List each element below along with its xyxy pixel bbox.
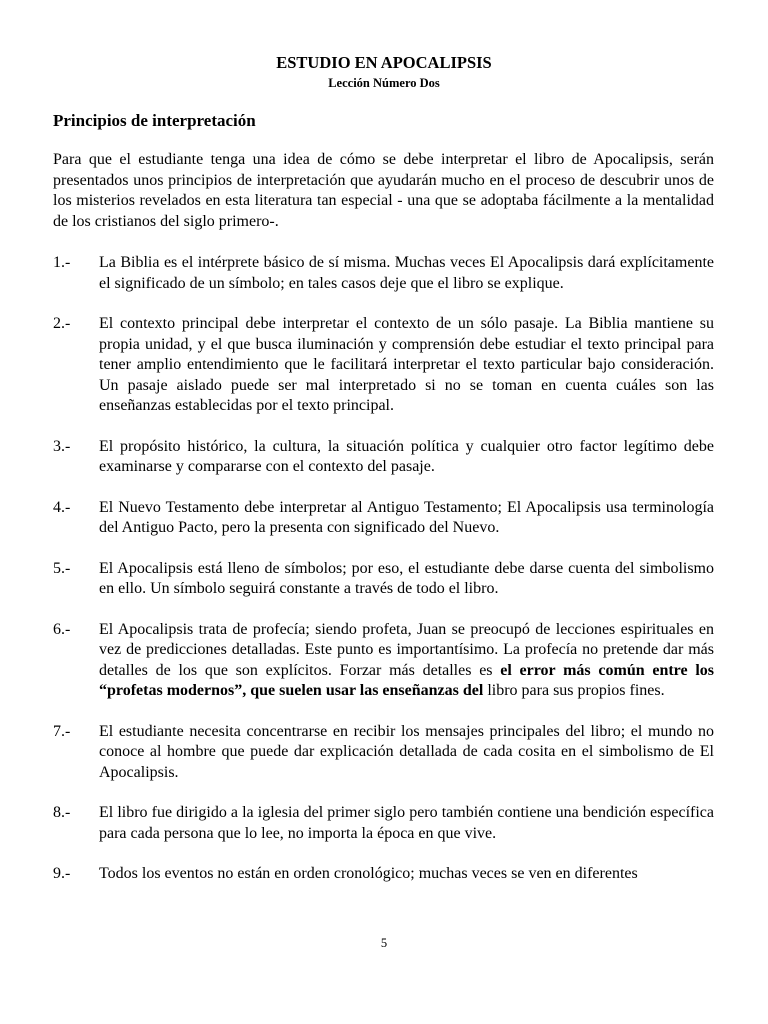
item-number: 4.- [53,498,71,516]
item-number: 7.- [53,722,71,740]
item-text: El Apocalipsis está lleno de símbolos; por eso, el estudiante debe darse cuenta del simbolismo en ello. Un símbolo seguirá constante a través de todo el libro. [99,559,714,597]
item-text-continuation: libro para sus propios fines. [483,682,665,699]
item-text: El Apocalipsis trata de profecía; siendo profeta, Juan se preocupó de lecciones espirituales en vez de predicciones detalladas. Este punto es importantísimo. La profecía no pretende dar más detalles de los que son explícitos. Forzar más detalles es [99,620,714,679]
document-title: ESTUDIO EN APOCALIPSIS [276,53,492,72]
item-text: El estudiante necesita concentrarse en recibir los mensajes principales del libro; el mundo no conoce al hombre que puede dar explicación detallada de cada cosita en el simbolismo de El Apocalipsis. [99,722,714,781]
item-text: Todos los eventos no están en orden cronológico; muchas veces se ven en diferentes [99,865,638,882]
list-item [53,803,714,844]
item-text: El contexto principal debe interpretar el contexto de un sólo pasaje. La Biblia mantiene su propia unidad, y el que busca iluminación y comprensión debe estudiar el texto principal para tener amplio entendimiento que le facilitará interpretar el texto particular bajo consideración. Un pasaje aislado puede ser mal interpretado si no se toman en cuenta cuáles son las enseñanzas establecidas por el texto principal. [99,315,714,414]
item-text: La Biblia es el intérprete básico de sí misma. Muchas veces El Apocalipsis dará explícitamente el significado de un símbolo; en tales casos deje que el libro se explique. [99,254,714,292]
item-text: El Nuevo Testamento debe interpretar al Antiguo Testamento; El Apocalipsis usa terminología del Antiguo Pacto, pero la presenta con significado del Nuevo. [99,498,714,536]
list-item [53,437,714,478]
list-item [53,253,714,294]
item-number: 2.- [53,315,71,332]
item-number: 1.- [53,254,71,271]
list-item [53,864,714,885]
item-number: 3.- [53,437,71,455]
item-text-container [99,620,714,702]
document-subtitle: Lección Número Dos [328,76,440,90]
list-item [53,722,714,784]
list-item [53,620,714,702]
intro-paragraph: Para que el estudiante tenga una idea de cómo se debe interpretar el libro de Apocalipsis, serán presentados unos principios de interpretación que ayudarán mucho en el proceso de descubrir unos de los misterios revelados en esta literatura tan especial - una que se adoptaba fácilmente a la mentalidad de los cristianos del siglo primero-. [53,151,714,230]
item-text: El propósito histórico, la cultura, la situación política y cualquier otro factor legítimo debe examinarse y compararse con el contexto del pasaje. [99,437,714,475]
section-heading: Principios de interpretación [53,111,256,130]
item-number: 8.- [53,804,71,821]
item-number: 6.- [53,620,71,638]
list-item [53,498,714,539]
item-number: 5.- [53,559,71,577]
item-number: 9.- [53,865,71,882]
list-item [53,559,714,600]
page-number: 5 [380,936,388,950]
item-text: El libro fue dirigido a la iglesia del primer siglo pero también contiene una bendición específica para cada persona que lo lee, no importa la época en que vive. [99,804,714,842]
principles-list [53,253,714,905]
list-item [53,314,714,417]
item-text-emphasis: el error más común entre los “profetas modernos”, que suelen usar las enseñanzas del [99,661,714,699]
